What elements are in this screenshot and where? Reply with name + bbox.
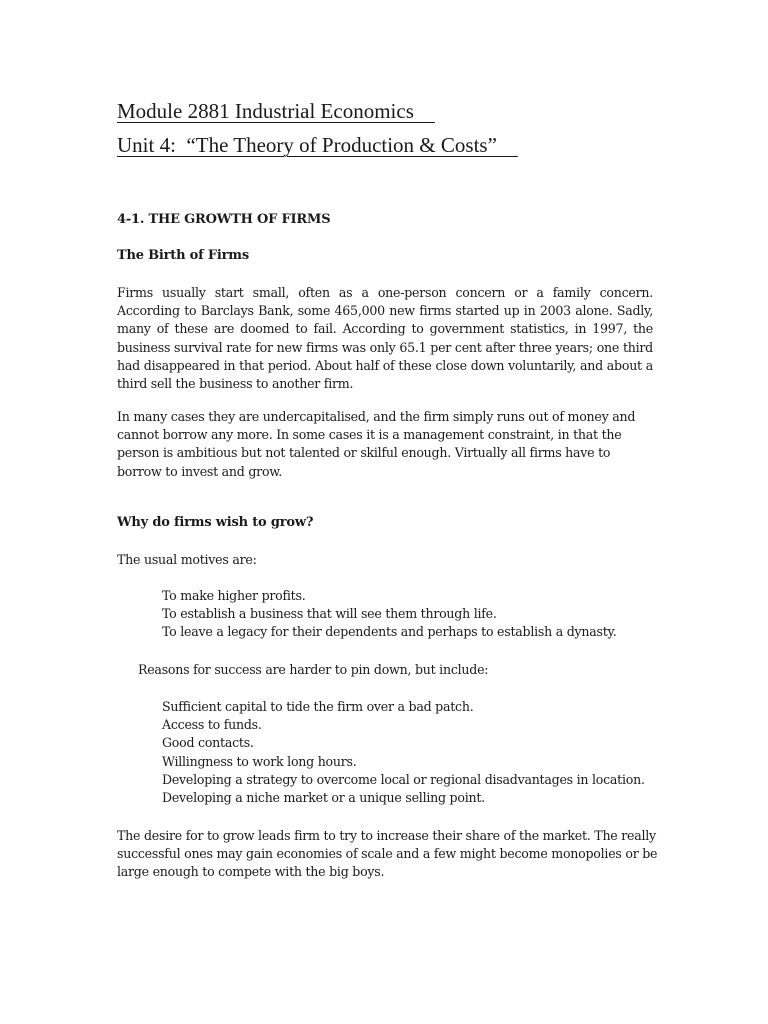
motives-intro [117,551,653,569]
subheading-why-grow: Why do firms wish to grow? [117,515,314,530]
paragraph-line: borrow to invest and grow. [117,463,283,479]
list-item: Sufficient capital to tide the firm over a bad patch. [162,699,474,714]
paragraph-line: person is ambitious but not talented or skilful enough. Virtually all firms have to [117,445,611,461]
paragraph-line: had disappeared in that period. About half of these close down voluntarily, and about a [117,357,653,373]
paragraph-line: successful ones may gain economies of scale and a few might become monopolies or be [117,846,658,862]
paragraph-line: third sell the business to another firm. [117,376,354,392]
list-item: Developing a niche market or a unique selling point. [162,790,485,806]
list-item: Access to funds. [162,717,262,733]
paragraph-line: The usual motives are: [117,552,257,567]
list-item: To establish a business that will see them through life. [162,606,497,622]
success-reasons-list [162,698,645,807]
paragraph-line: business survival rate for new firms was only 65.1 per cent after three years; one third [117,339,653,355]
paragraph-line: The desire for to grow leads firm to try to increase their share of the market. The really [117,828,656,843]
paragraph-line: Firms usually start small, often as a one-person concern or a family concern. [117,285,653,300]
section-heading: 4-1. THE GROWTH OF FIRMS [117,212,331,227]
success-intro: Reasons for success are harder to pin down, but include: [138,662,489,677]
module-title: Module 2881 Industrial Economics [117,99,435,123]
paragraph-line: large enough to compete with the big boys. [117,864,385,880]
closing-paragraph [117,827,658,882]
paragraph-line: many of these are doomed to fail. According to government statistics, in 1997, the [117,321,653,337]
paragraph-line: In many cases they are undercapitalised, and the firm simply runs out of money and [117,409,636,424]
paragraph-line: cannot borrow any more. In some cases it is a management constraint, in that the [117,427,622,443]
undercapitalised-paragraph [117,408,653,481]
list-item: Good contacts. [162,735,254,751]
birth-of-firms-paragraph [117,284,653,393]
list-item: To make higher profits. [162,588,306,603]
list-item: Developing a strategy to overcome local or regional disadvantages in location. [162,771,645,787]
paragraph-line: According to Barclays Bank, some 465,000 new firms started up in 2003 alone. Sadly, [117,303,653,319]
subheading-birth-of-firms: The Birth of Firms [117,248,249,263]
list-item: Willingness to work long hours. [162,753,357,769]
motives-list [162,587,617,642]
list-item: To leave a legacy for their dependents and perhaps to establish a dynasty. [162,624,617,640]
unit-title: Unit 4: “The Theory of Production & Costs” [117,133,518,157]
